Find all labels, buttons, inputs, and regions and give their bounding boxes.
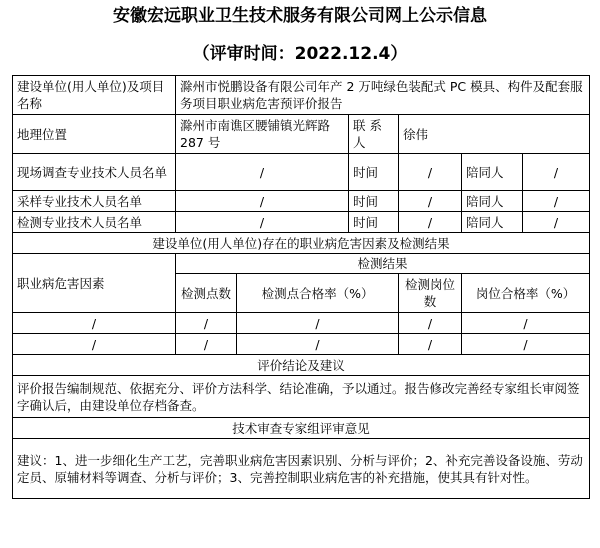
page-title: 安徽宏远职业卫生技术服务有限公司网上公示信息 (113, 6, 487, 26)
table-cell: / (237, 313, 399, 334)
escort-label: 陪同人 (462, 154, 523, 191)
col-header: 岗位合格率（%） (462, 274, 590, 313)
contact-value: 徐伟 (399, 115, 590, 154)
location-value: 滁州市南谯区腰铺镇光辉路 287 号 (176, 115, 349, 154)
table-cell: / (13, 313, 176, 334)
table-cell: / (13, 334, 176, 355)
conclusion-title: 评价结论及建议 (13, 355, 590, 376)
time-label: 时间 (349, 154, 399, 191)
expert-opinion-title: 技术审查专家组评审意见 (13, 418, 590, 439)
time-value: / (399, 191, 462, 212)
project-name: 滁州市悦鹏设备有限公司年产 2 万吨绿色装配式 PC 模具、构件及配套服务项目职业病危害预评价报告 (176, 76, 590, 115)
conclusion-text: 评价报告编制规范、依据充分、评价方法科学、结论准确，予以通过。报告修改完善经专家组长审阅签字确认后，由建设单位存档备查。 (13, 376, 590, 418)
escort-label: 陪同人 (462, 212, 523, 233)
table-row (13, 313, 590, 334)
time-value: / (399, 212, 462, 233)
escort-value: / (523, 191, 590, 212)
time-label: 时间 (349, 212, 399, 233)
hazard-section-title: 建设单位(用人单位)存在的职业病危害因素及检测结果 (13, 233, 590, 254)
staff-value: / (176, 212, 349, 233)
staff-value: / (176, 154, 349, 191)
col-header: 检测岗位数 (399, 274, 462, 313)
location-label: 地理位置 (13, 115, 176, 154)
table-cell: / (399, 334, 462, 355)
expert-opinion-text: 建议：1、进一步细化生产工艺，完善职业病危害因素识别、分析与评价；2、补充完善设备设施、劳动定员、原辅材料等调查、分析与评价；3、完善控制职业病危害的补充措施，使其具有针对性。 (13, 439, 590, 499)
escort-value: / (523, 154, 590, 191)
table-cell: / (176, 334, 237, 355)
time-label: 时间 (349, 191, 399, 212)
table-cell: / (462, 334, 590, 355)
staff-row (13, 191, 590, 212)
col-header: 检测点数 (176, 274, 237, 313)
staff-row (13, 212, 590, 233)
results-header: 检测结果 (176, 254, 590, 274)
project-label: 建设单位(用人单位)及项目名称 (13, 76, 176, 115)
staff-label: 检测专业技术人员名单 (13, 212, 176, 233)
hazard-factor-header: 职业病危害因素 (13, 254, 176, 313)
time-value: / (399, 154, 462, 191)
staff-label: 采样专业技术人员名单 (13, 191, 176, 212)
contact-label: 联 系人 (349, 115, 399, 154)
table-cell: / (176, 313, 237, 334)
escort-value: / (523, 212, 590, 233)
table-cell: / (462, 313, 590, 334)
table-cell: / (399, 313, 462, 334)
disclosure-table (12, 75, 590, 499)
escort-label: 陪同人 (462, 191, 523, 212)
review-date: （评审时间：2022.12.4） (192, 44, 408, 64)
staff-label: 现场调查专业技术人员名单 (13, 154, 176, 191)
staff-value: / (176, 191, 349, 212)
table-cell: / (237, 334, 399, 355)
table-row (13, 334, 590, 355)
col-header: 检测点合格率（%） (237, 274, 399, 313)
staff-row (13, 154, 590, 191)
